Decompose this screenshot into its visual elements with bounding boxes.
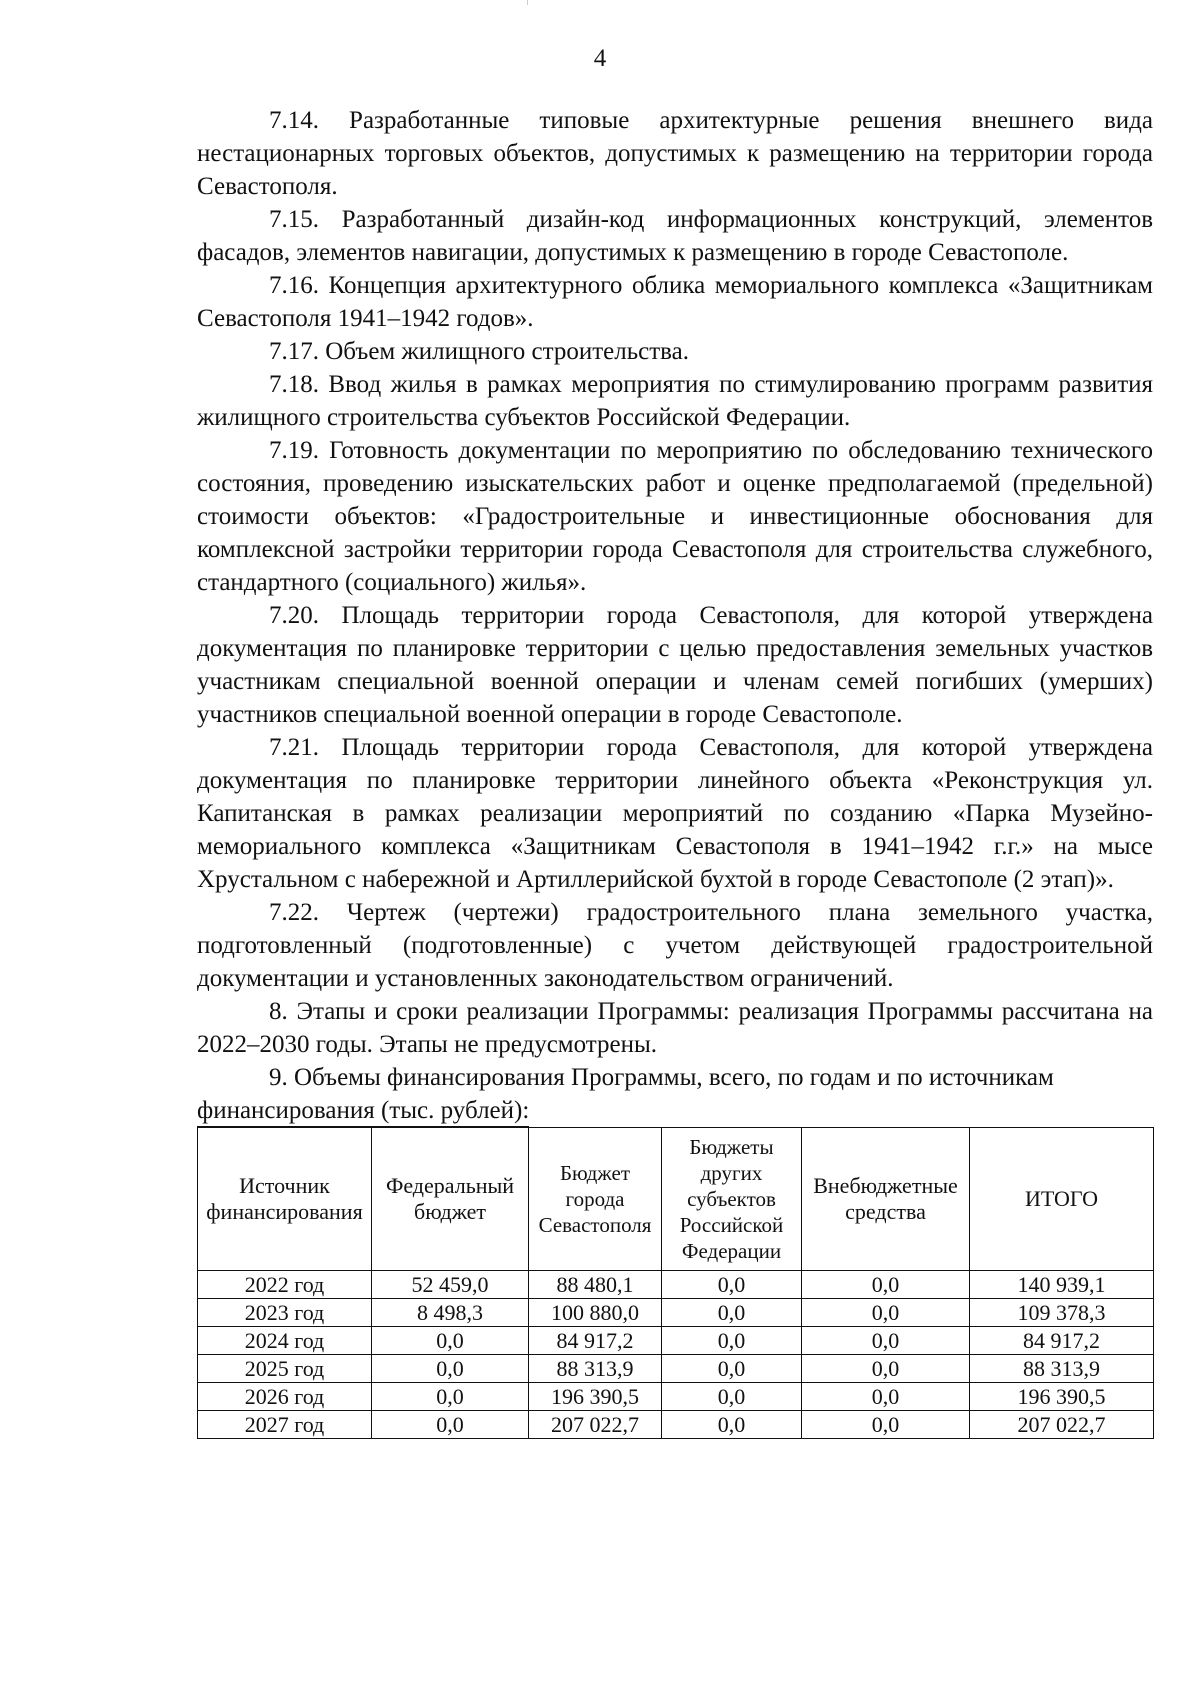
cell-total: 207 022,7 bbox=[970, 1411, 1154, 1439]
cell-city: 88 313,9 bbox=[529, 1355, 662, 1383]
paragraph-7-22: 7.22. Чертеж (чертежи) градостроительного плана земельного участка, подготовленный (подготовленные) с учетом действующей градостроительной документации и установленных законодательством ограничений. bbox=[197, 899, 1153, 992]
table-header-row bbox=[198, 1128, 1154, 1271]
header-other-subjects: Бюджеты других субъектов Российской Федерации bbox=[662, 1128, 802, 1271]
table-row bbox=[198, 1327, 1154, 1355]
cell-city: 88 480,1 bbox=[529, 1271, 662, 1299]
cell-other: 0,0 bbox=[662, 1355, 802, 1383]
cell-other: 0,0 bbox=[662, 1411, 802, 1439]
cell-total: 140 939,1 bbox=[970, 1271, 1154, 1299]
cell-year: 2022 год bbox=[198, 1271, 372, 1299]
table-row bbox=[198, 1411, 1154, 1439]
paragraph-8: 8. Этапы и сроки реализации Программы: реализация Программы рассчитана на 2022–2030 годы. Этапы не предусмотрены. bbox=[197, 998, 1153, 1058]
table-row bbox=[198, 1271, 1154, 1299]
table-caption-line-2-wrap bbox=[197, 1094, 1153, 1127]
header-source: Источник финансирования bbox=[198, 1128, 372, 1271]
cell-federal: 8 498,3 bbox=[372, 1299, 529, 1327]
paragraph-7-20: 7.20. Площадь территории города Севастополя, для которой утверждена документация по планировке территории с целью предоставления земельных участков участникам специальной военной операции и членам семей погибших (умерших) участников специальной военной операции в городе Севастополе. bbox=[197, 602, 1153, 728]
cell-other: 0,0 bbox=[662, 1271, 802, 1299]
cell-other: 0,0 bbox=[662, 1327, 802, 1355]
table-row bbox=[198, 1355, 1154, 1383]
cell-total: 84 917,2 bbox=[970, 1327, 1154, 1355]
cell-year: 2026 год bbox=[198, 1383, 372, 1411]
document-body bbox=[197, 104, 1153, 1439]
cell-year: 2025 год bbox=[198, 1355, 372, 1383]
paragraph-7-21: 7.21. Площадь территории города Севастополя, для которой утверждена документация по планировке территории линейного объекта «Реконструкция ул. Капитанская в рамках реализации мероприятий по созданию «Парка Музейно-мемориального комплекса «Защитникам Севастополя в 1941–1942 г.г.» на мысе Хрустальном с набережной и Артиллерийской бухтой в городе Севастополе (2 этап)». bbox=[197, 734, 1153, 893]
cell-extra: 0,0 bbox=[802, 1411, 970, 1439]
cell-year: 2023 год bbox=[198, 1299, 372, 1327]
financing-table bbox=[197, 1127, 1154, 1439]
cell-city: 84 917,2 bbox=[529, 1327, 662, 1355]
cell-federal: 0,0 bbox=[372, 1327, 529, 1355]
cell-year: 2027 год bbox=[198, 1411, 372, 1439]
header-extrabudgetary: Внебюджетные средства bbox=[802, 1128, 970, 1271]
cell-federal: 0,0 bbox=[372, 1411, 529, 1439]
paragraph-7-16: 7.16. Концепция архитектурного облика мемориального комплекса «Защитникам Севастополя 1941–1942 годов». bbox=[197, 272, 1153, 332]
table-row bbox=[198, 1383, 1154, 1411]
header-total: ИТОГО bbox=[970, 1128, 1154, 1271]
cell-other: 0,0 bbox=[662, 1299, 802, 1327]
cell-extra: 0,0 bbox=[802, 1355, 970, 1383]
header-federal: Федеральный бюджет bbox=[372, 1128, 529, 1271]
cell-extra: 0,0 bbox=[802, 1327, 970, 1355]
cell-year: 2024 год bbox=[198, 1327, 372, 1355]
table-caption-line-2: финансирования (тыс. рублей): bbox=[197, 1096, 529, 1127]
cell-city: 196 390,5 bbox=[529, 1383, 662, 1411]
paragraph-7-15: 7.15. Разработанный дизайн-код информационных конструкций, элементов фасадов, элементов навигации, допустимых к размещению в городе Севастополе. bbox=[197, 206, 1153, 266]
page-number: 4 bbox=[593, 45, 607, 72]
paragraph-7-19: 7.19. Готовность документации по мероприятию по обследованию технического состояния, проведению изыскательских работ и оценке предполагаемой (предельной) стоимости объектов: «Градостроительные и инвестиционные обоснования для комплексной застройки территории города Севастополя для строительства служебного, стандартного (социального) жилья». bbox=[197, 437, 1153, 596]
cell-total: 109 378,3 bbox=[970, 1299, 1154, 1327]
header-city-budget: Бюджет города Севастополя bbox=[529, 1128, 662, 1271]
cell-extra: 0,0 bbox=[802, 1299, 970, 1327]
cell-city: 207 022,7 bbox=[529, 1411, 662, 1439]
cell-extra: 0,0 bbox=[802, 1271, 970, 1299]
cell-federal: 0,0 bbox=[372, 1383, 529, 1411]
paragraph-7-17: 7.17. Объем жилищного строительства. bbox=[269, 338, 689, 365]
cell-federal: 0,0 bbox=[372, 1355, 529, 1383]
cell-city: 100 880,0 bbox=[529, 1299, 662, 1327]
cell-federal: 52 459,0 bbox=[372, 1271, 529, 1299]
cell-extra: 0,0 bbox=[802, 1383, 970, 1411]
cell-total: 88 313,9 bbox=[970, 1355, 1154, 1383]
paragraph-7-14: 7.14. Разработанные типовые архитектурные решения внешнего вида нестационарных торговых объектов, допустимых к размещению на территории города Севастополя. bbox=[197, 107, 1153, 200]
table-row bbox=[198, 1299, 1154, 1327]
scan-mark bbox=[527, 0, 528, 5]
table-caption-line-1: 9. Объемы финансирования Программы, всего, по годам и по источникам bbox=[269, 1064, 1054, 1091]
paragraph-7-18: 7.18. Ввод жилья в рамках мероприятия по стимулированию программ развития жилищного строительства субъектов Российской Федерации. bbox=[197, 371, 1153, 431]
cell-total: 196 390,5 bbox=[970, 1383, 1154, 1411]
cell-other: 0,0 bbox=[662, 1383, 802, 1411]
